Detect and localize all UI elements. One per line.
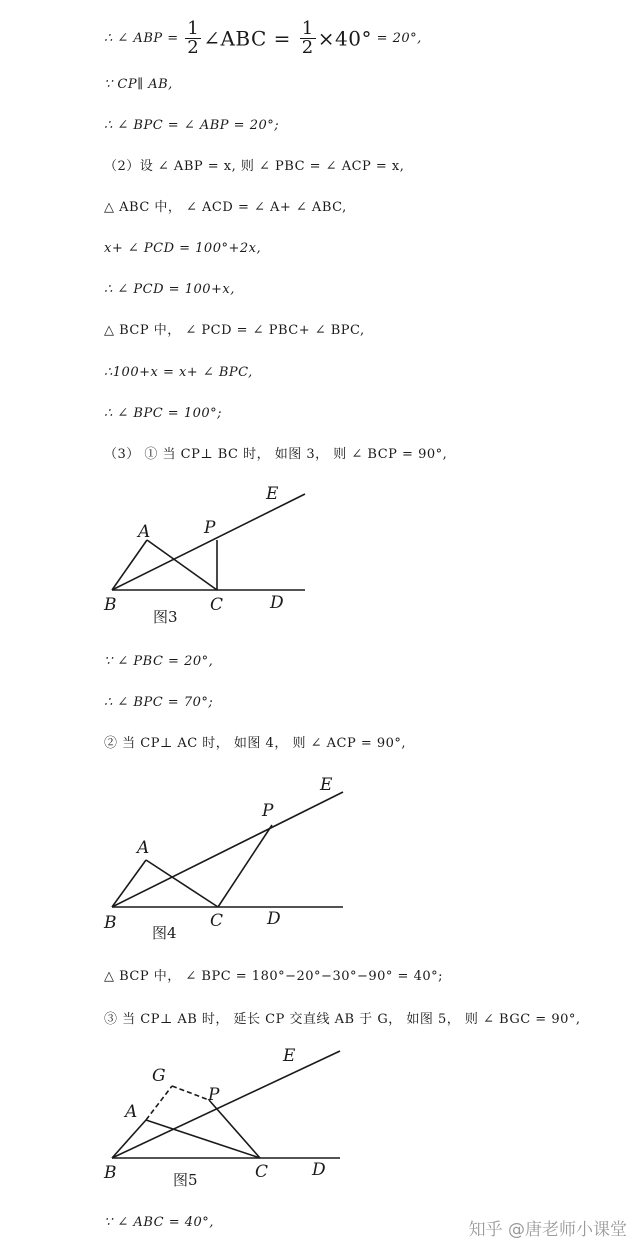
solution-line-1 — [104, 20, 422, 57]
fig3-label-p: P — [204, 518, 216, 538]
zhihu-watermark: 知乎 @唐老师小课堂 — [468, 1220, 627, 1240]
solution-line-2: ∵ CP∥ AB, — [104, 77, 173, 92]
solution-line-13: ∴ ∠ BPC = 70°; — [104, 695, 214, 710]
solution-line-10: ∴ ∠ BPC = 100°; — [104, 406, 223, 421]
fig4-label-e: E — [320, 775, 333, 795]
fig5-caption: 图5 — [173, 1171, 198, 1189]
fig3-label-c: C — [210, 595, 224, 615]
fig5-label-e: E — [283, 1046, 296, 1066]
fig5-label-g: G — [152, 1066, 166, 1086]
fig5-label-a: A — [125, 1102, 138, 1122]
solution-line-3: ∴ ∠ BPC = ∠ ABP = 20°; — [104, 118, 280, 133]
fig3-label-e: E — [266, 484, 279, 504]
solution-line-6: x+ ∠ PCD = 100°+2x, — [104, 241, 262, 256]
solution-line-17: ∵ ∠ ABC = 40°, — [104, 1215, 214, 1230]
fig5-label-b: B — [104, 1163, 117, 1183]
solution-line-8: △ BCP 中， ∠ PCD = ∠ PBC+ ∠ BPC, — [104, 323, 365, 338]
fig5-label-d: D — [312, 1160, 326, 1180]
solution-line-5: △ ABC 中， ∠ ACD = ∠ A+ ∠ ABC, — [104, 200, 347, 215]
figure-3 — [100, 482, 360, 632]
line1-times-40: ×40° — [317, 26, 372, 51]
fig4-label-b: B — [104, 913, 117, 933]
line1-prefix: ∴ ∠ ABP = — [104, 31, 184, 46]
figure-5 — [100, 1044, 360, 1194]
fig4-label-p: P — [262, 801, 274, 821]
solution-line-16: ③ 当 CP⊥ AB 时， 延长 CP 交直线 AB 于 G， 如图 5， 则 ∠ BGC = 90°, — [104, 1012, 581, 1027]
solution-line-11: （3） ① 当 CP⊥ BC 时， 如图 3， 则 ∠ BCP = 90°, — [104, 447, 448, 462]
fig5-label-p: P — [208, 1085, 220, 1105]
line1-angle-abc: ∠ABC = — [203, 26, 298, 51]
solution-line-9: ∴100+x = x+ ∠ BPC, — [104, 365, 253, 380]
solution-line-7: ∴ ∠ PCD = 100+x, — [104, 282, 235, 297]
fig4-caption: 图4 — [152, 924, 177, 942]
solution-line-12: ∵ ∠ PBC = 20°, — [104, 654, 214, 669]
fig3-label-a: A — [138, 522, 151, 542]
fig5-label-c: C — [255, 1162, 269, 1182]
fig3-caption: 图3 — [153, 608, 178, 626]
fig4-label-d: D — [267, 909, 281, 929]
fraction-half-1: $\frac{1}{2}$ — [187, 18, 200, 58]
fig4-label-c: C — [210, 911, 224, 931]
figure-4 — [100, 768, 360, 948]
solution-line-14: ② 当 CP⊥ AC 时， 如图 4， 则 ∠ ACP = 90°, — [104, 736, 407, 751]
solution-line-4: （2）设 ∠ ABP = x, 则 ∠ PBC = ∠ ACP = x, — [104, 159, 405, 174]
fig4-label-a: A — [137, 838, 150, 858]
solution-line-15: △ BCP 中， ∠ BPC = 180°−20°−30°−90° = 40°; — [104, 969, 444, 984]
fraction-half-2: $\frac{1}{2}$ — [301, 18, 314, 58]
fig3-label-b: B — [104, 595, 117, 615]
fig3-label-d: D — [270, 593, 284, 613]
line1-result: = 20°, — [371, 31, 422, 46]
